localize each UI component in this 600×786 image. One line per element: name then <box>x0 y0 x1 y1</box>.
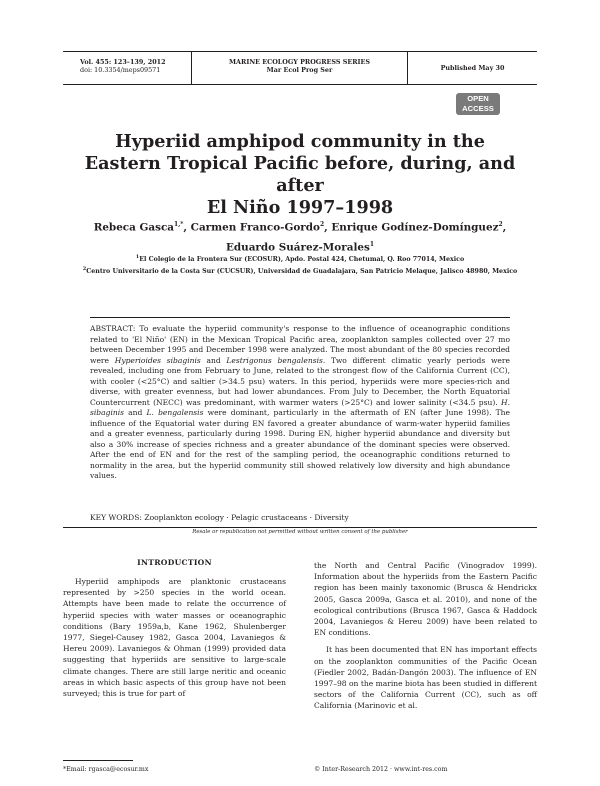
open-access-badge[interactable] <box>456 93 500 115</box>
keywords-label: KEY WORDS: <box>90 513 142 522</box>
abstract-bottom-rule <box>63 527 537 528</box>
volume-info <box>80 58 200 74</box>
title-line-3: El Niño 1997–1998 <box>206 197 394 218</box>
header-top-rule <box>63 51 537 52</box>
title-line-1: Hyperiid amphipod community in the <box>115 131 485 152</box>
author-3-affil: 2 <box>498 221 503 228</box>
title-line-2: Eastern Tropical Pacific before, during, and after <box>84 153 516 196</box>
abstract-top-rule <box>90 317 510 318</box>
abstract-conj: and <box>124 408 147 417</box>
abstract <box>90 324 510 482</box>
keywords-text: Zooplankton ecology · Pelagic crustaceans · Diversity <box>141 513 349 522</box>
body-column-right <box>314 560 537 712</box>
section-heading-introduction: INTRODUCTION <box>137 558 212 567</box>
species-name: Hyperioides sibaginis <box>114 355 201 365</box>
species-name: Lestrigonus bengalensis <box>226 355 323 365</box>
author-2: Carmen Franco-Gordo <box>190 221 320 234</box>
corresponding-email: *Email: rgasca@ecosur.mx <box>63 766 149 773</box>
journal-name: MARINE ECOLOGY PROGRESS SERIES <box>228 58 370 66</box>
resale-notice: Resale or republication not permitted without written consent of the publisher <box>192 529 408 535</box>
intro-paragraph-2: It has been documented that EN has important effects on the zooplankton communities of the Pacific Ocean (Fiedler 2002, Badán-Dangón 2003). The influence of EN 1997–98 on the marine biota has been studied in different sectors of the California Current (CC), such as off California (Marinovic et al. <box>314 645 537 711</box>
volume: Vol. 455: 123–139, 2012 <box>80 58 166 66</box>
paper-title <box>60 131 540 219</box>
published-date: Published May 30 <box>440 64 505 72</box>
abstract-text-1: ABSTRACT: To evaluate the hyperiid community's response to the influence of oceanographic conditions related to 'El Niño' (EN) in the Mexican Tropical Pacific area, zooplankton samples collected over 27 mo between December 1995 and December 1998 were analyzed. The most abundant of the 80 species recorded were <box>90 324 510 365</box>
abstract-text-3: were dominant, particularly in the aftermath of EN (after June 1998). The influence of the Equatorial water during EN favored a greater abundance of warm-water hyperiid families and a greater evenness, particularly during 1998. During EN, higher hyperiid abundance and diversity but also a 30% increase of species richness and a greater abundance of the dominant species were observed. After the end of EN and for the rest of the sampling period, the oceanographic conditions returned to normality in the area, but the hyperiid community still showed relatively low diversity and high abundance values. <box>90 408 510 480</box>
author-4-affil: 1 <box>369 241 375 249</box>
keywords <box>90 513 510 523</box>
affiliation-2-text: Centro Universitario de la Costa Sur (CUCSUR), Universidad de Guadalajara, San Patricio Melaque, Jalisco 48980, Mexico <box>86 268 518 276</box>
journal-info <box>192 58 407 74</box>
affiliation-1 <box>60 253 540 264</box>
corresponding-mark: * <box>180 221 184 228</box>
species-name: H. sibaginis <box>90 397 510 417</box>
author-1: Rebeca Gasca <box>93 221 175 234</box>
body-column-left <box>63 576 286 699</box>
affiliation-2-number: 2 <box>82 266 87 272</box>
author-sep: , <box>324 221 332 234</box>
copyright: © Inter-Research 2012 · www.int-res.com <box>314 766 448 773</box>
species-name: L. bengalensis <box>146 408 204 417</box>
author-sep: , <box>502 221 507 234</box>
author-1-affil: 1, <box>174 221 181 228</box>
intro-paragraph-1: Hyperiid amphipods are planktonic crustaceans represented by >250 species in the world ocean. Attempts have been made to relate the occurrence of hyperiid species with water masses or oceanographic conditions (Bary 1959a,b, Kane 1962, Shulenberger 1977, Siegel-Causey 1982, Gasca 2004, Lavaniegos & Hereu 2009). Lavaniegos & Ohman (1999) provided data suggesting that hyperiids are sensitive to large-scale climate changes. There are still large neritic and oceanic areas in which basic aspects of this group have not been surveyed; this is true for part of <box>63 577 286 699</box>
author-list <box>60 216 540 257</box>
intro-paragraph-continued: the North and Central Pacific (Vinogradov 1999). Information about the hyperiids from the Eastern Pacific region has been mainly taxonomic (Brusca & Hendrickx 2005, Gasca 2009a, Gasca et al. 2010), and none of the ecological contributions (Brusca 1967, Gasca & Haddock 2004, Lavaniegos & Hereu 2009) have been related to EN conditions. <box>314 561 537 638</box>
author-2-affil: 2 <box>319 221 325 228</box>
abstract-text-2: . Two different climatic yearly periods were revealed, including one from February to June, related to the strongest flow of the California Current (CC), with cooler (<25°C) and saltier (>34.5 psu) waters. In this period, hyperiids were more species-rich and diverse, with greater evenness, but had lower abundances. From July to December, the North Equatorial Countercurrent (NECC) was predominant, with warmer waters (>25°C) and lower salinity (<34.5 psu). <box>90 355 510 407</box>
open-access-line2: ACCESS <box>462 104 494 113</box>
author-3: Enrique Godínez-Domínguez <box>331 221 499 234</box>
affiliation-1-text: El Colegio de la Frontera Sur (ECOSUR), Apdo. Postal 424, Chetumal, Q. Roo 77014, Mexico <box>139 256 465 264</box>
affiliation-1-number: 1 <box>135 254 140 260</box>
open-access-line1: OPEN <box>467 94 489 103</box>
journal-abbrev: Mar Ecol Prog Ser <box>266 66 333 74</box>
author-sep: , <box>183 221 191 234</box>
header-bottom-rule <box>63 84 537 85</box>
doi: doi: 10.3354/meps09571 <box>80 66 161 74</box>
abstract-conj: and <box>200 355 227 365</box>
footnote-rule <box>63 760 133 761</box>
affiliation-2 <box>60 265 540 276</box>
author-4: Eduardo Suárez-Morales <box>225 241 370 254</box>
